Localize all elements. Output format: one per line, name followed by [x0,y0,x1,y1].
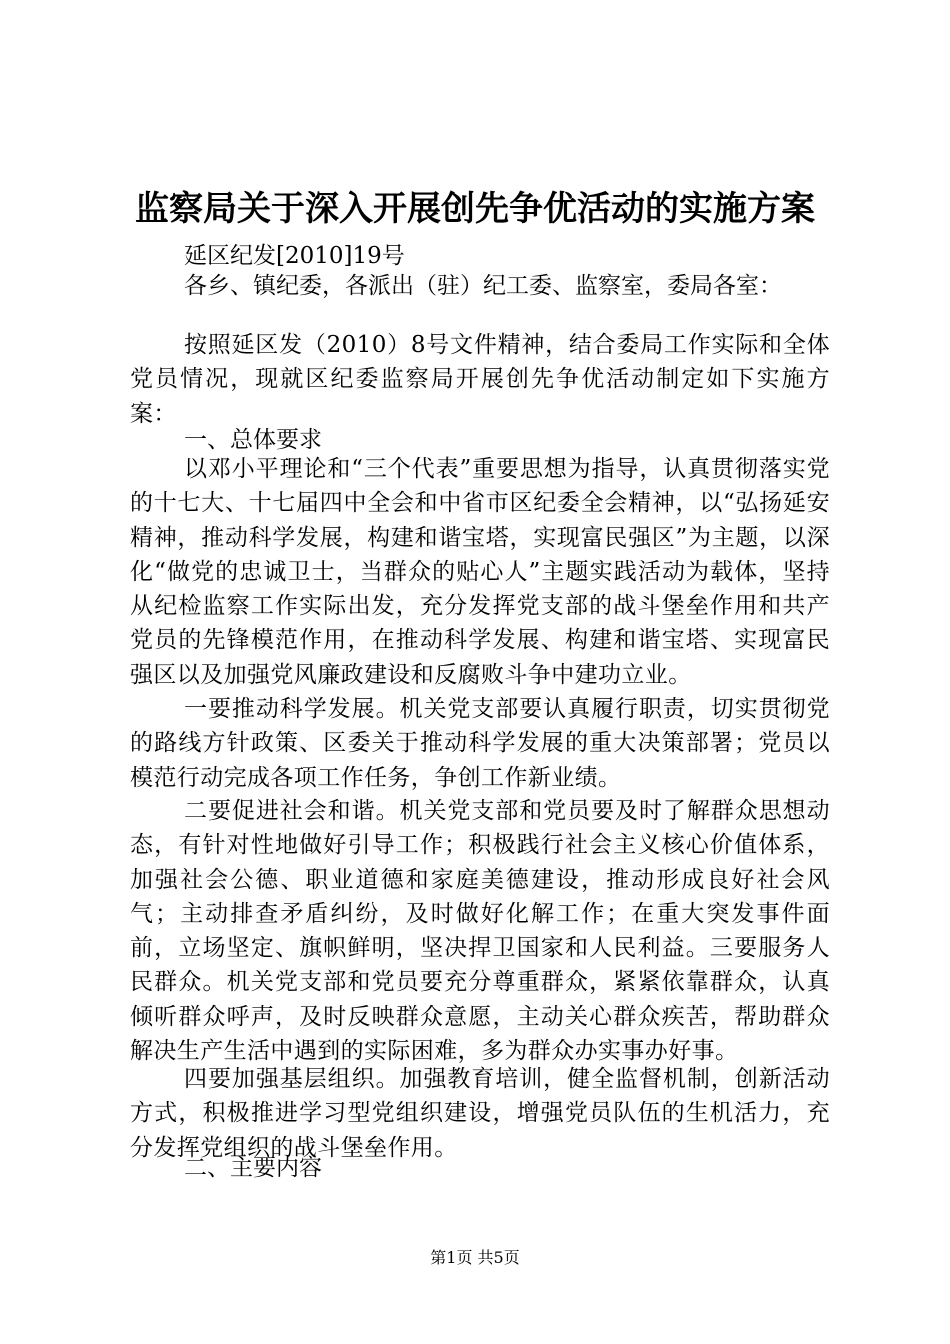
social-harmony-paragraph: 二要促进社会和谐。机关党支部和党员要及时了解群众思想动态，有针对性地做好引导工作；积极践行社会主义核心价值体系，加强社会公德、职业道德和家庭美德建设，推动形成良好社会风气；主动排查矛盾纠纷，及时做好化解工作；在重大突发事件面前，立场坚定、旗帜鲜明，坚决捍卫国家和人民利益。三要服务人民群众。机关党支部和党员要充分尊重群众，紧紧依靠群众，认真倾听群众呼声，及时反映群众意愿，主动关心群众疾苦，帮助群众解决生产生活中遇到的实际困难，多为群众办实事办好事。 [130,798,830,1065]
section-heading-main-content: 二、主要内容 [184,1155,322,1181]
intro-paragraph: 按照延区发（2010）8号文件精神，结合委局工作实际和全体党员情况，现就区纪委监察局开展创先争优活动制定如下实施方案： [130,332,830,427]
addressee-line: 各乡、镇纪委，各派出（驻）纪工委、监察室，委局各室： [184,273,782,299]
page-footer: 第1页 共5页 [430,1248,520,1267]
promote-development-paragraph: 一要推动科学发展。机关党支部要认真履行职责，切实贯彻党的路线方针政策、区委关于推动科学发展的重大决策部署；党员以模范行动完成各项工作任务，争创工作新业绩。 [130,696,830,791]
section-heading-general-requirements: 一、总体要求 [184,427,322,453]
document-number: 延区纪发[2010]19号 [184,243,405,269]
general-requirements-paragraph: 以邓小平理论和“三个代表”重要思想为指导，认真贯彻落实党的十七大、十七届四中全会和中省市区纪委全会精神，以“弘扬延安精神，推动科学发展，构建和谐宝塔，实现富民强区”为主题，以深化“做党的忠诚卫士，当群众的贴心人”主题实践活动为载体，坚持从纪检监察工作实际出发，充分发挥党支部的战斗堡垒作用和共产党员的先锋模范作用，在推动科学发展、构建和谐宝塔、实现富民强区以及加强党风廉政建设和反腐败斗争中建功立业。 [130,456,830,688]
grassroots-organization-paragraph: 四要加强基层组织。加强教育培训，健全监督机制，创新活动方式，积极推进学习型党组织建设，增强党员队伍的生机活力，充分发挥党组织的战斗堡垒作用。 [130,1066,830,1161]
document-title: 监察局关于深入开展创先争优活动的实施方案 [135,189,815,229]
